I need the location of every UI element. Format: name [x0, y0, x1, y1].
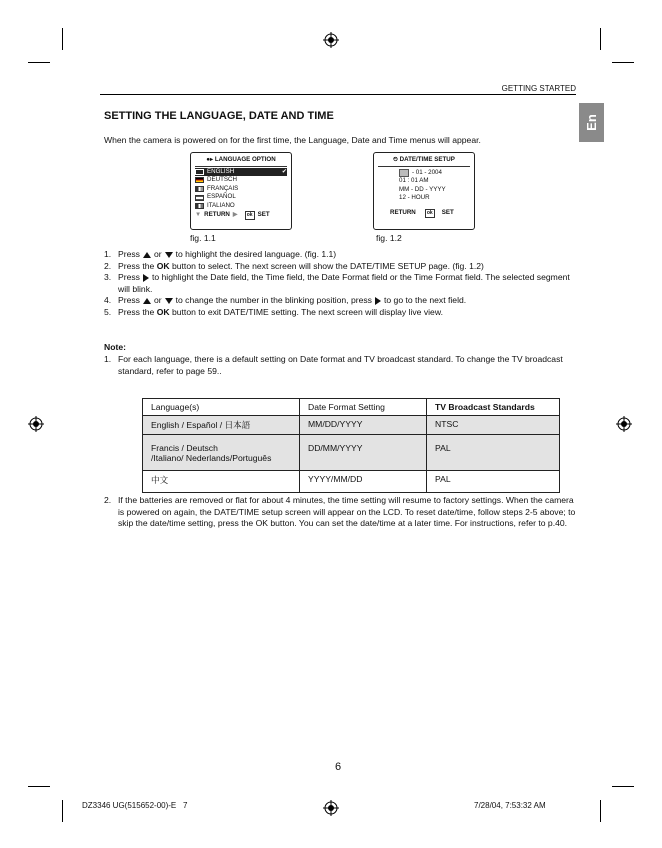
language-item: ENGLISH ✔ — [195, 168, 287, 177]
up-arrow-icon — [143, 298, 151, 304]
registration-mark-icon — [28, 416, 44, 432]
table-cell: 中文 — [143, 471, 300, 493]
table-cell: English / Español / 日本語 — [143, 416, 300, 435]
step-item: 3. Press to highlight the Date field, the Time field, the Date Format field or the Time Format field. The selected segment will blink. — [104, 272, 570, 294]
language-item: ITALIANO — [195, 202, 287, 211]
arrow-right-icon: ▶ — [232, 210, 238, 218]
table-row — [143, 416, 560, 435]
registration-mark-icon — [616, 416, 632, 432]
steps-list — [104, 249, 574, 319]
flag-icon — [195, 195, 204, 201]
table-cell: DD/MM/YYYY — [300, 435, 427, 471]
highlight-segment-icon — [399, 169, 409, 177]
note-item: 2. If the batteries are removed or flat for about 4 minutes, the time setting will resume to factory settings. When the camera is powered on again, the DATE/TIME setup screen will appear on the LCD. To reset date/time, follow steps 2-5 above; to skip the date/time setting, press the OK button. You can set the date/time at a later time. For instructions, refer to p.40. — [104, 495, 576, 529]
figure-caption: fig. 1.1 — [190, 233, 216, 243]
date-time-setup-screen — [373, 152, 475, 230]
screen-footer: ▼ RETURN ▶ ok SET — [195, 210, 270, 218]
step-item: 1. Press or to highlight the desired language. (fig. 1.1) — [104, 249, 337, 259]
table-cell: PAL — [427, 435, 560, 471]
language-tab: En — [579, 103, 604, 142]
language-item: FRANÇAIS — [195, 185, 287, 194]
down-arrow-icon — [165, 298, 173, 304]
note-item: 1. For each language, there is a default setting on Date format and TV broadcast standard. To change the TV broadcast standard, refer to page 59.. — [104, 354, 563, 376]
intro-text: When the camera is powered on for the first time, the Language, Date and Time menus will appear. — [104, 135, 481, 145]
table-cell: Francis / Deutsch /Italiano/ Nederlands/Português — [143, 435, 300, 471]
footer-right: 7/28/04, 7:53:32 AM — [474, 801, 546, 810]
crop-mark — [62, 28, 63, 50]
flag-icon — [195, 203, 204, 209]
ok-button-icon: ok — [245, 211, 255, 220]
header-rule — [100, 94, 576, 95]
right-arrow-icon — [375, 297, 381, 305]
crop-mark — [28, 62, 50, 63]
crop-mark — [612, 62, 634, 63]
table-cell: PAL — [427, 471, 560, 493]
arrow-down-icon: ▼ — [195, 210, 202, 218]
step-item: 2. Press the OK button to select. The next screen will show the DATE/TIME SETUP page. (fig. 1.2) — [104, 260, 484, 271]
crop-mark — [28, 786, 50, 787]
check-icon: ✔ — [281, 167, 287, 175]
table-header-cell: Language(s) — [143, 399, 300, 416]
registration-mark-icon — [323, 32, 339, 48]
crop-mark — [612, 786, 634, 787]
table-header-row — [143, 399, 560, 416]
step-item: 4. Press or to change the number in the blinking position, press to go to the next field. — [104, 295, 467, 306]
flag-icon — [195, 169, 204, 175]
language-item: DEUTSCH — [195, 176, 287, 185]
screen-header: ⏲ DATE/TIME SETUP — [393, 156, 455, 163]
running-header: GETTING STARTED — [501, 84, 576, 93]
flag-icon — [195, 177, 204, 183]
table-cell: NTSC — [427, 416, 560, 435]
note-heading: Note: — [104, 342, 126, 352]
flag-icon — [195, 186, 204, 192]
right-arrow-icon — [143, 274, 149, 282]
step-item: 5. Press the OK button to exit DATE/TIME setting. The next screen will display live view. — [104, 306, 443, 317]
clock-icon: ⏲ — [393, 156, 398, 163]
ok-button-icon: ok — [425, 209, 435, 218]
date-format-line: MM - DD - YYYY — [399, 185, 446, 193]
camera-icon: ●▸ — [206, 156, 214, 163]
up-arrow-icon — [143, 252, 151, 258]
table-row — [143, 435, 560, 471]
date-line: - 01 - 2004 — [399, 169, 474, 178]
footer-left: DZ3346 UG(515652-00)-E 7 — [82, 801, 188, 810]
table-header-cell: TV Broadcast Standards — [427, 399, 560, 416]
down-arrow-icon — [165, 252, 173, 258]
crop-mark — [600, 800, 601, 822]
page-number: 6 — [335, 761, 342, 773]
table-row — [143, 471, 560, 493]
crop-mark — [62, 800, 63, 822]
time-line: 01 : 01 AM — [399, 177, 429, 185]
screen-header: ●▸ LANGUAGE OPTION — [206, 156, 276, 163]
registration-mark-icon — [323, 800, 339, 816]
table-cell: YYYY/MM/DD — [300, 471, 427, 493]
screen-footer: RETURN ok SET — [390, 209, 454, 217]
language-standards-table — [142, 398, 560, 493]
table-cell: MM/DD/YYYY — [300, 416, 427, 435]
table-header-cell: Date Format Setting — [300, 399, 427, 416]
time-format-line: 12 - HOUR — [399, 194, 430, 202]
crop-mark — [600, 28, 601, 50]
figure-caption: fig. 1.2 — [376, 233, 402, 243]
language-option-screen — [190, 152, 292, 230]
section-title: SETTING THE LANGUAGE, DATE AND TIME — [104, 110, 334, 122]
language-item: ESPAÑOL — [195, 193, 287, 202]
